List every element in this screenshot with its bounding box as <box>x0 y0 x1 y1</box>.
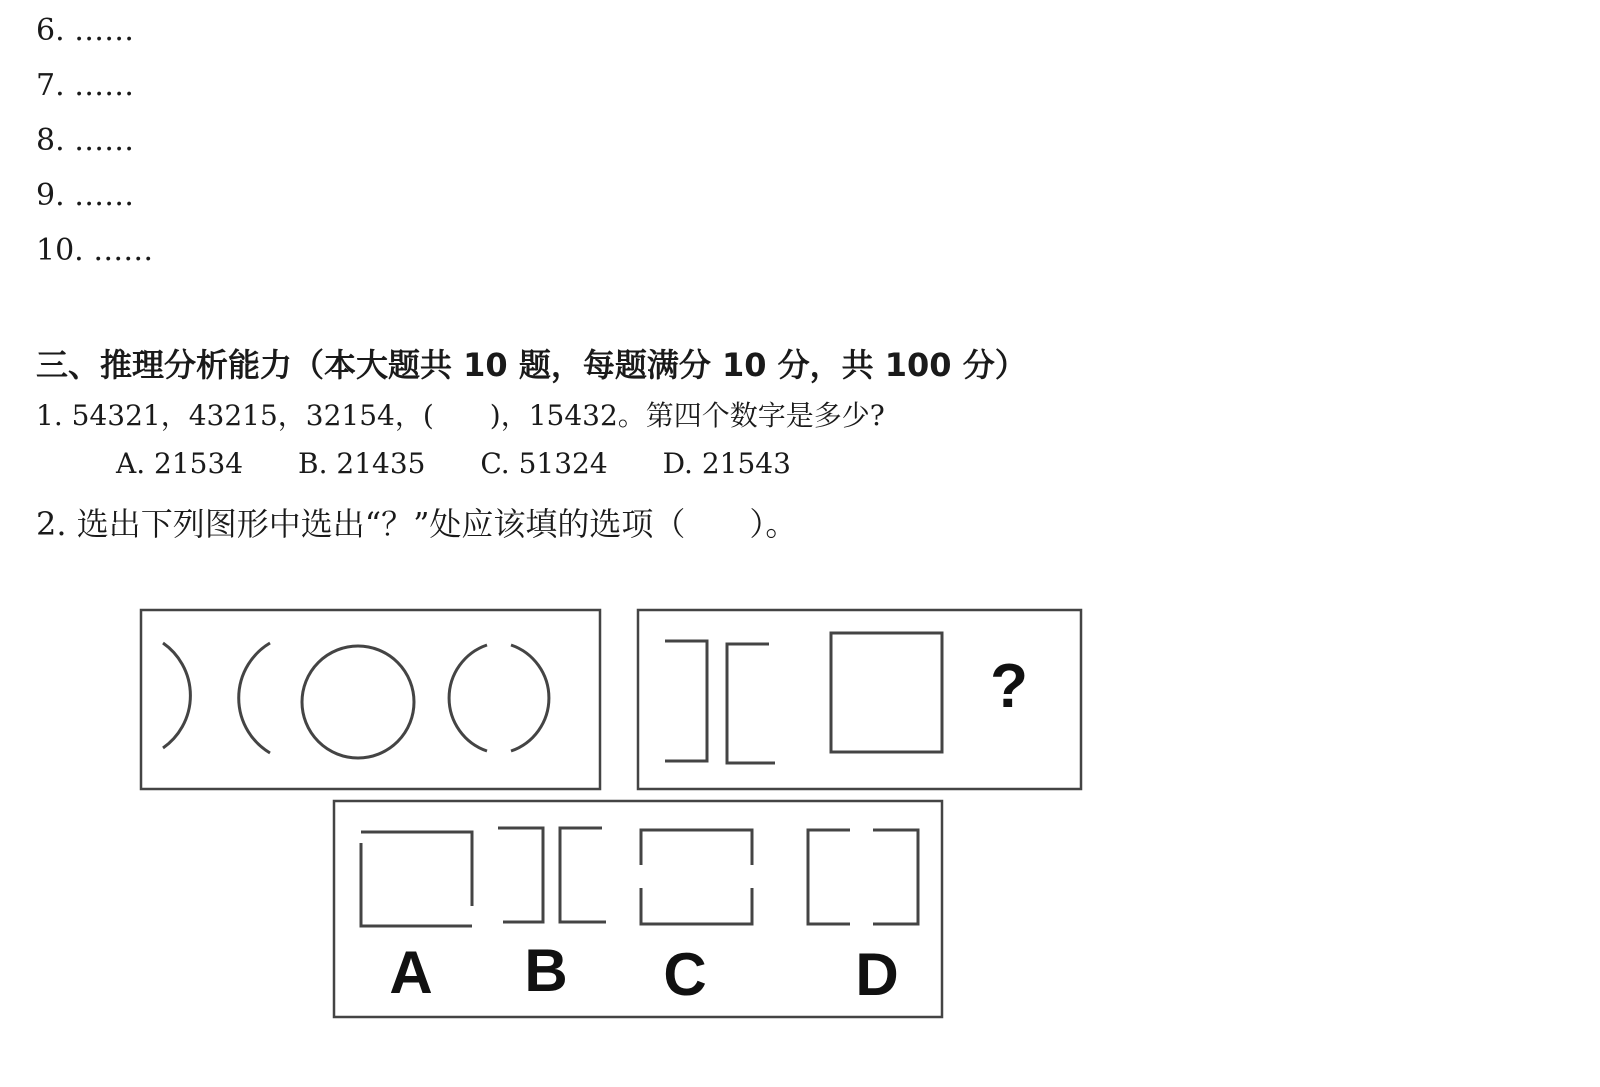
option-a: A. 21534 <box>116 447 244 480</box>
option-b-label: B <box>524 937 568 1004</box>
question-number: 2. <box>36 505 67 543</box>
bracket-right-shape <box>665 641 707 761</box>
list-item: 9. …… <box>36 178 135 213</box>
option-b-shape-right <box>498 828 543 922</box>
list-item: 6. …… <box>36 13 135 48</box>
option-c-label: C <box>663 941 707 1008</box>
list-item: 7. …… <box>36 68 135 103</box>
section-heading: 三、推理分析能力（本大题共 10 题，每题满分 10 分，共 100 分） <box>36 346 1027 384</box>
question-text: 54321，43215，32154，( )，15432。第四个数字是多少? <box>71 399 885 432</box>
bracket-left-shape <box>727 644 775 763</box>
option-a-label: A <box>389 939 433 1006</box>
option-d: D. 21543 <box>662 447 791 480</box>
option-d-shape <box>808 830 918 924</box>
arc-right-shape <box>163 643 190 748</box>
question-text: 选出下列图形中选出“？”处应该填的选项（ ）。 <box>76 505 798 543</box>
list-item: 10. …… <box>36 233 154 268</box>
circle-shape <box>302 646 414 758</box>
arc-left-shape <box>239 643 270 753</box>
arc-right-shape <box>511 645 549 751</box>
option-b-shape-left <box>560 828 606 922</box>
question-mark: ? <box>990 652 1028 721</box>
option-d-label: D <box>855 941 899 1008</box>
question-number: 1. <box>36 399 63 432</box>
list-item: 8. …… <box>36 123 135 158</box>
option-c: C. 51324 <box>480 447 608 480</box>
option-b: B. 21435 <box>298 447 426 480</box>
option-a-shape <box>361 832 472 926</box>
figure-panel-sequence-1 <box>141 610 600 789</box>
square-shape <box>831 633 942 752</box>
option-c-shape <box>641 830 752 924</box>
arc-left-shape <box>449 645 487 751</box>
